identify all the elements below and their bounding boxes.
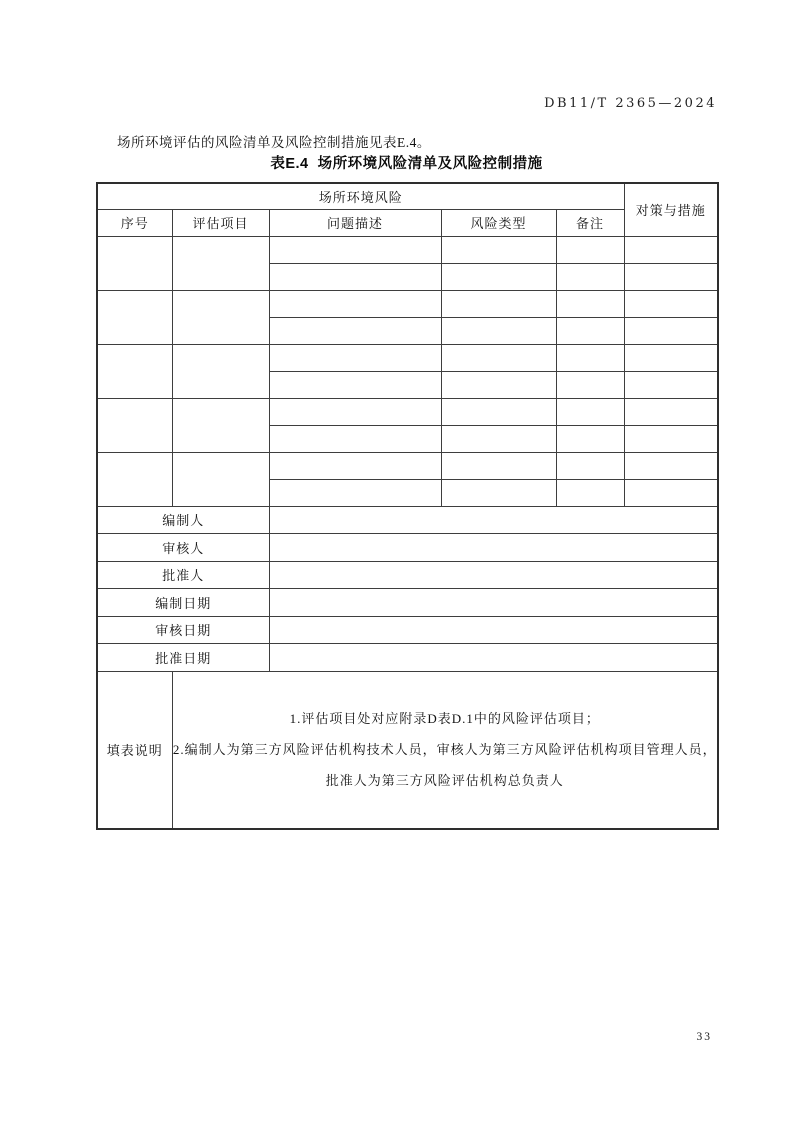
- empty-item-cell: [172, 344, 269, 398]
- empty-risk-type-cell: [441, 452, 556, 479]
- empty-description-cell: [269, 452, 441, 479]
- empty-remark-cell: [556, 290, 624, 317]
- empty-serial-cell: [97, 290, 172, 344]
- notes-label: 填表说明: [97, 671, 172, 829]
- body-row: [97, 290, 718, 317]
- footer-label-approve-date: 批准日期: [97, 644, 269, 672]
- col-header-description: 问题描述: [269, 209, 441, 236]
- footer-row-reviewer: [97, 534, 718, 562]
- empty-measures-cell: [624, 398, 718, 425]
- col-header-item: 评估项目: [172, 209, 269, 236]
- empty-serial-cell: [97, 398, 172, 452]
- footer-value-preparer: [269, 506, 718, 534]
- footer-label-reviewer: 审核人: [97, 534, 269, 562]
- empty-remark-cell: [556, 452, 624, 479]
- empty-measures-cell: [624, 290, 718, 317]
- footer-label-approver: 批准人: [97, 561, 269, 589]
- empty-risk-type-cell: [441, 398, 556, 425]
- footer-row-preparer: [97, 506, 718, 534]
- empty-remark-cell: [556, 425, 624, 452]
- header-row-group: [97, 183, 718, 209]
- table-title: 表E.4 场所环境风险清单及风险控制措施: [270, 156, 543, 172]
- empty-description-cell: [269, 398, 441, 425]
- header-environment-risk: 场所环境风险: [97, 183, 624, 209]
- notes-content: [172, 671, 718, 829]
- empty-remark-cell: [556, 479, 624, 506]
- empty-remark-cell: [556, 236, 624, 263]
- footer-value-approver: [269, 561, 718, 589]
- empty-item-cell: [172, 236, 269, 290]
- standard-number: DB11/T 2365—2024: [544, 96, 717, 111]
- empty-item-cell: [172, 398, 269, 452]
- empty-serial-cell: [97, 452, 172, 506]
- empty-measures-cell: [624, 371, 718, 398]
- empty-measures-cell: [624, 236, 718, 263]
- empty-risk-type-cell: [441, 290, 556, 317]
- footer-value-approve-date: [269, 644, 718, 672]
- intro-paragraph: 场所环境评估的风险清单及风险控制措施见表E.4。: [117, 135, 431, 150]
- risk-control-table: [96, 182, 719, 830]
- empty-item-cell: [172, 290, 269, 344]
- empty-remark-cell: [556, 263, 624, 290]
- note-line-1: 1.评估项目处对应附录D表D.1中的风险评估项目；: [289, 711, 600, 727]
- empty-measures-cell: [624, 425, 718, 452]
- footer-value-prepare-date: [269, 589, 718, 617]
- empty-measures-cell: [624, 452, 718, 479]
- col-header-risk-type: 风险类型: [441, 209, 556, 236]
- empty-risk-type-cell: [441, 344, 556, 371]
- empty-description-cell: [269, 425, 441, 452]
- col-header-serial: 序号: [97, 209, 172, 236]
- empty-risk-type-cell: [441, 263, 556, 290]
- page-number: 33: [696, 1031, 712, 1043]
- empty-item-cell: [172, 452, 269, 506]
- footer-label-prepare-date: 编制日期: [97, 589, 269, 617]
- empty-description-cell: [269, 263, 441, 290]
- empty-measures-cell: [624, 317, 718, 344]
- footer-row-approver: [97, 561, 718, 589]
- empty-description-cell: [269, 479, 441, 506]
- empty-measures-cell: [624, 479, 718, 506]
- empty-remark-cell: [556, 371, 624, 398]
- footer-row-review-date: [97, 616, 718, 644]
- empty-risk-type-cell: [441, 371, 556, 398]
- empty-serial-cell: [97, 344, 172, 398]
- body-row: [97, 452, 718, 479]
- empty-risk-type-cell: [441, 479, 556, 506]
- empty-description-cell: [269, 236, 441, 263]
- footer-value-reviewer: [269, 534, 718, 562]
- empty-remark-cell: [556, 344, 624, 371]
- empty-description-cell: [269, 290, 441, 317]
- header-measures: 对策与措施: [624, 183, 718, 236]
- footer-label-preparer: 编制人: [97, 506, 269, 534]
- empty-risk-type-cell: [441, 236, 556, 263]
- footer-label-review-date: 审核日期: [97, 616, 269, 644]
- footer-row-prepare-date: [97, 589, 718, 617]
- note-line-2: 2.编制人为第三方风险评估机构技术人员，审核人为第三方风险评估机构项目管理人员，批准人为第三方风险评估机构总负责人: [172, 742, 717, 789]
- empty-serial-cell: [97, 236, 172, 290]
- body-row: [97, 398, 718, 425]
- empty-description-cell: [269, 317, 441, 344]
- empty-risk-type-cell: [441, 425, 556, 452]
- empty-remark-cell: [556, 398, 624, 425]
- empty-description-cell: [269, 344, 441, 371]
- footer-row-approve-date: [97, 644, 718, 672]
- empty-measures-cell: [624, 263, 718, 290]
- empty-remark-cell: [556, 317, 624, 344]
- notes-row: [97, 671, 718, 829]
- col-header-remark: 备注: [556, 209, 624, 236]
- footer-value-review-date: [269, 616, 718, 644]
- body-row: [97, 344, 718, 371]
- empty-risk-type-cell: [441, 317, 556, 344]
- empty-measures-cell: [624, 344, 718, 371]
- empty-description-cell: [269, 371, 441, 398]
- body-row: [97, 236, 718, 263]
